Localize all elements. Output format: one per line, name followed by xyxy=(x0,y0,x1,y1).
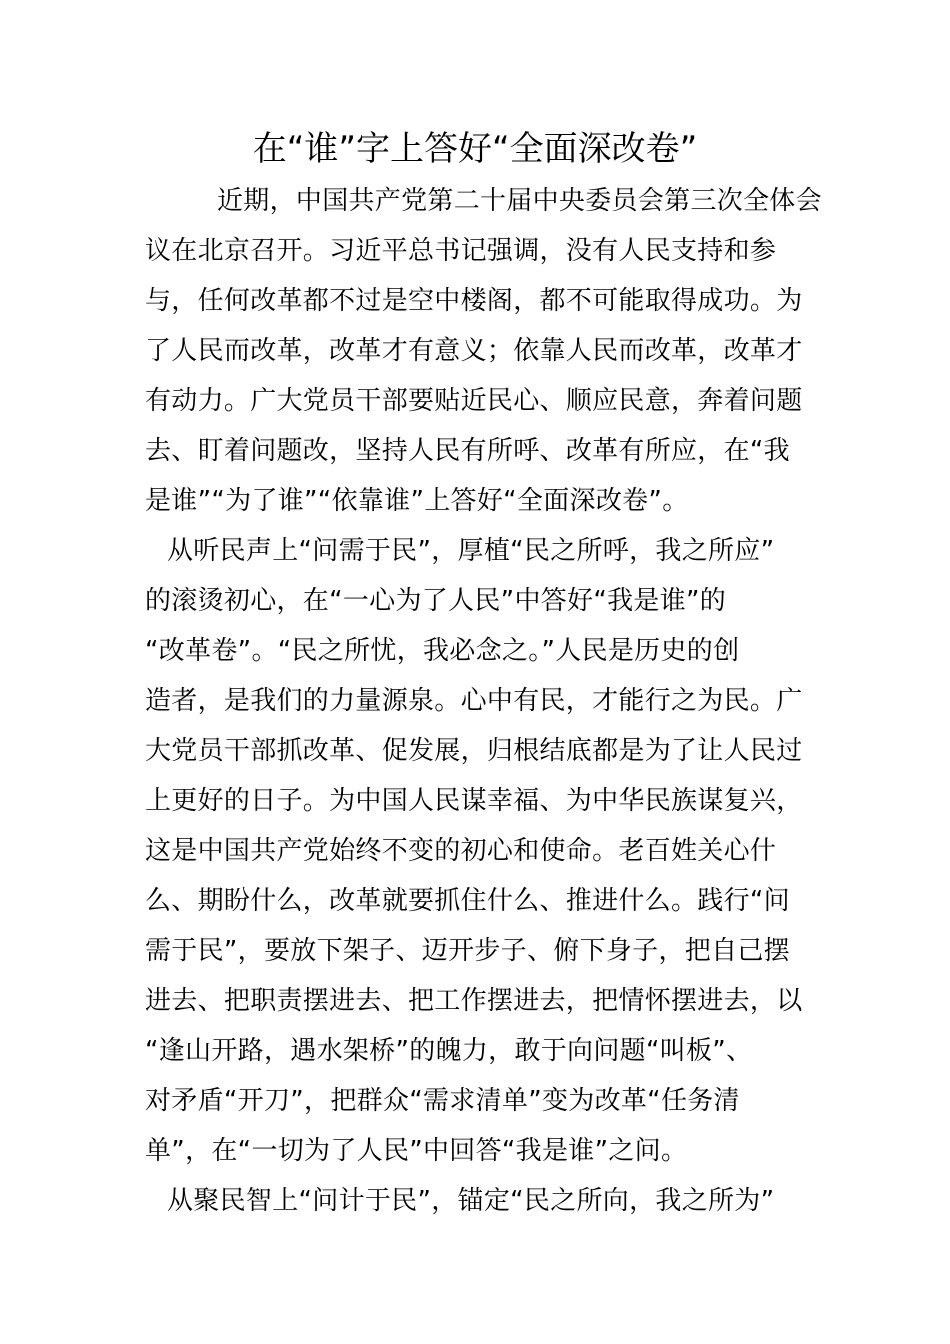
paragraph-2-line-12: 对矛盾“开刀”，把群众“需求清单”变为改革“任务清 xyxy=(145,1086,740,1116)
paragraph-2-line-6: 上更好的日子。为中国人民谋幸福、为中华民族谋复兴， xyxy=(145,786,803,816)
paragraph-1-line-4: 了人民而改革，改革才有意义；依靠人民而改革，改革才 xyxy=(145,336,803,366)
paragraph-1-line-2: 议在北京召开。习近平总书记强调，没有人民支持和参 xyxy=(145,236,777,266)
paragraph-2-line-10: 进去、把职责摆进去、把工作摆进去，把情怀摆进去，以 xyxy=(145,986,803,1016)
paragraph-2-line-7: 这是中国共产党始终不变的初心和使命。老百姓关心什 xyxy=(145,836,777,866)
paragraph-1-line-1: 近期，中国共产党第二十届中央委员会第三次全体会 xyxy=(217,186,822,216)
paragraph-2-line-5: 大党员干部抓改革、促发展，归根结底都是为了让人民过 xyxy=(145,736,803,766)
paragraph-2-line-2: 的滚烫初心，在“一心为了人民”中答好“我是谁”的 xyxy=(145,586,727,616)
paragraph-1-line-3: 与，任何改革都不过是空中楼阁，都不可能取得成功。为 xyxy=(145,286,803,316)
paragraph-2-line-3: “改革卷”。“民之所忧，我必念之。”人民是历史的创 xyxy=(145,636,740,666)
document-title: 在“谁”字上答好“全面深改卷” xyxy=(252,129,698,169)
paragraph-1-line-7: 是谁”“为了谁”“依靠谁”上答好“全面深改卷”。 xyxy=(145,486,689,516)
paragraph-2-line-4: 造者，是我们的力量源泉。心中有民，才能行之为民。广 xyxy=(145,686,803,716)
paragraph-2-line-13: 单”，在“一切为了人民”中回答“我是谁”之问。 xyxy=(145,1136,688,1166)
paragraph-2-line-11: “逢山开路，遇水架桥”的魄力，敢于向问题“叫板”、 xyxy=(145,1036,753,1066)
paragraph-3-line-1: 从聚民智上“问计于民”，锚定“民之所向，我之所为” xyxy=(167,1186,775,1216)
paragraph-1-line-6: 去、盯着问题改，坚持人民有所呼、改革有所应，在“我 xyxy=(145,436,790,466)
paragraph-2-line-8: 么、期盼什么，改革就要抓住什么、推进什么。践行“问 xyxy=(145,886,790,916)
paragraph-2-line-9: 需于民”，要放下架子、迈开步子、俯下身子，把自己摆 xyxy=(145,936,790,966)
paragraph-2-line-1: 从听民声上“问需于民”，厚植“民之所呼，我之所应” xyxy=(167,536,775,566)
paragraph-1-line-5: 有动力。广大党员干部要贴近民心、顺应民意，奔着问题 xyxy=(145,386,803,416)
